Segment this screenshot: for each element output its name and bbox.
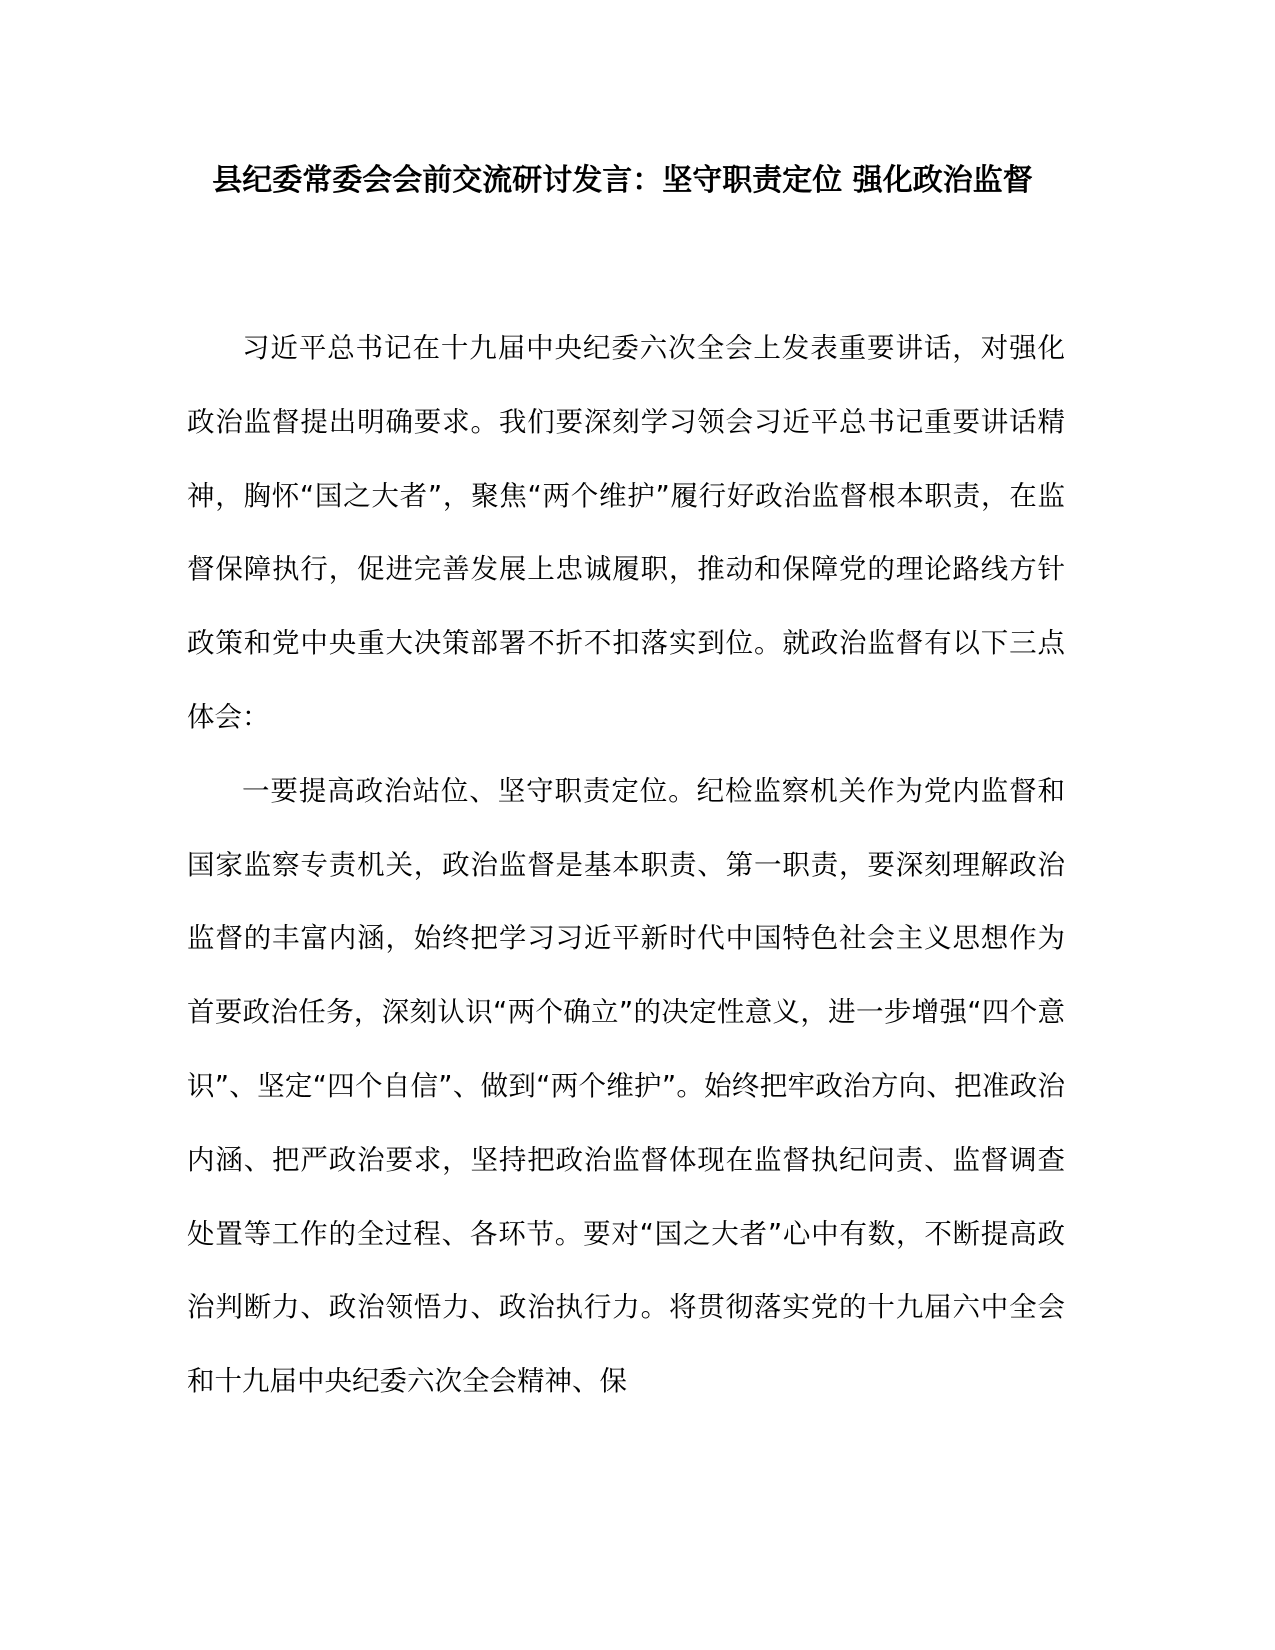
paragraph-point-one: 一要提高政治站位、坚守职责定位。纪检监察机关作为党内监督和国家监察专责机关，政治监督是基本职责、第一职责，要深刻理解政治监督的丰富内涵，始终把学习习近平新时代中国特色社会主义思想作为首要政治任务，深刻认识“两个确立”的决定性意义，进一步增强“四个意识”、坚定“四个自信”、做到“两个维护”。始终把牢政治方向、把准政治内涵、把严政治要求，坚持把政治监督体现在监督执纪问责、监督调查处置等工作的全过程、各环节。要对“国之大者”心中有数，不断提高政治判断力、政治领悟力、政治执行力。将贯彻落实党的十九届六中全会和十九届中央纪委六次全会精神、保: [187, 774, 1065, 1398]
paragraph-intro: 习近平总书记在十九届中央纪委六次全会上发表重要讲话，对强化政治监督提出明确要求。我们要深刻学习领会习近平总书记重要讲话精神，胸怀“国之大者”，聚焦“两个维护”履行好政治监督根本职责，在监督保障执行，促进完善发展上忠诚履职，推动和保障党的理论路线方针政策和党中央重大决策部署不折不扣落实到位。就政治监督有以下三点体会：: [187, 332, 1065, 733]
document-title: 县纪委常委会会前交流研讨发言：坚守职责定位 强化政治监督: [212, 163, 1033, 198]
document-body: [187, 312, 1065, 1419]
